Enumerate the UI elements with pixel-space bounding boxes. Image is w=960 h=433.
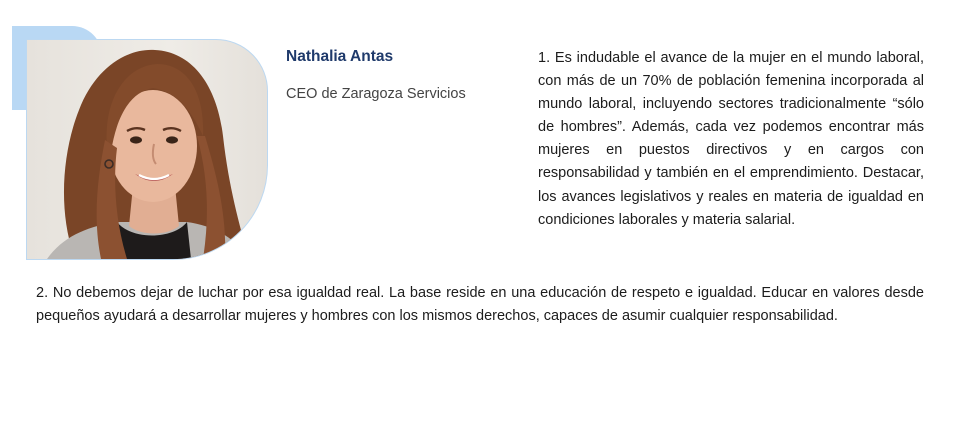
answer-paragraph-2: 2. No debemos dejar de luchar por esa igualdad real. La base reside en una educación de respeto e igualdad. Educar en valores desde pequeños ayudará a desarrollar mujeres y hombres con los mismos derechos, capaces de asumir cualquier responsabilidad. bbox=[36, 285, 924, 324]
answer-paragraph-1: 1. Es indudable el avance de la mujer en el mundo laboral, con más de un 70% de población femenina incorporada al mundo laboral, incluyendo sectores tradicionalmente “sólo de hombres”. Además, cada vez podemos encontrar más mujeres en puestos directivos y en cargos con responsabilidad y también en el emprendimiento. Destacar, los avances legislativos y reales en materia de igualdad en condiciones laborales y materia salarial. bbox=[538, 50, 924, 228]
person-name: Nathalia Antas bbox=[286, 48, 394, 65]
portrait-illustration bbox=[27, 40, 267, 259]
portrait-photo bbox=[26, 39, 268, 260]
person-role: CEO de Zaragoza Servicios bbox=[286, 86, 466, 102]
